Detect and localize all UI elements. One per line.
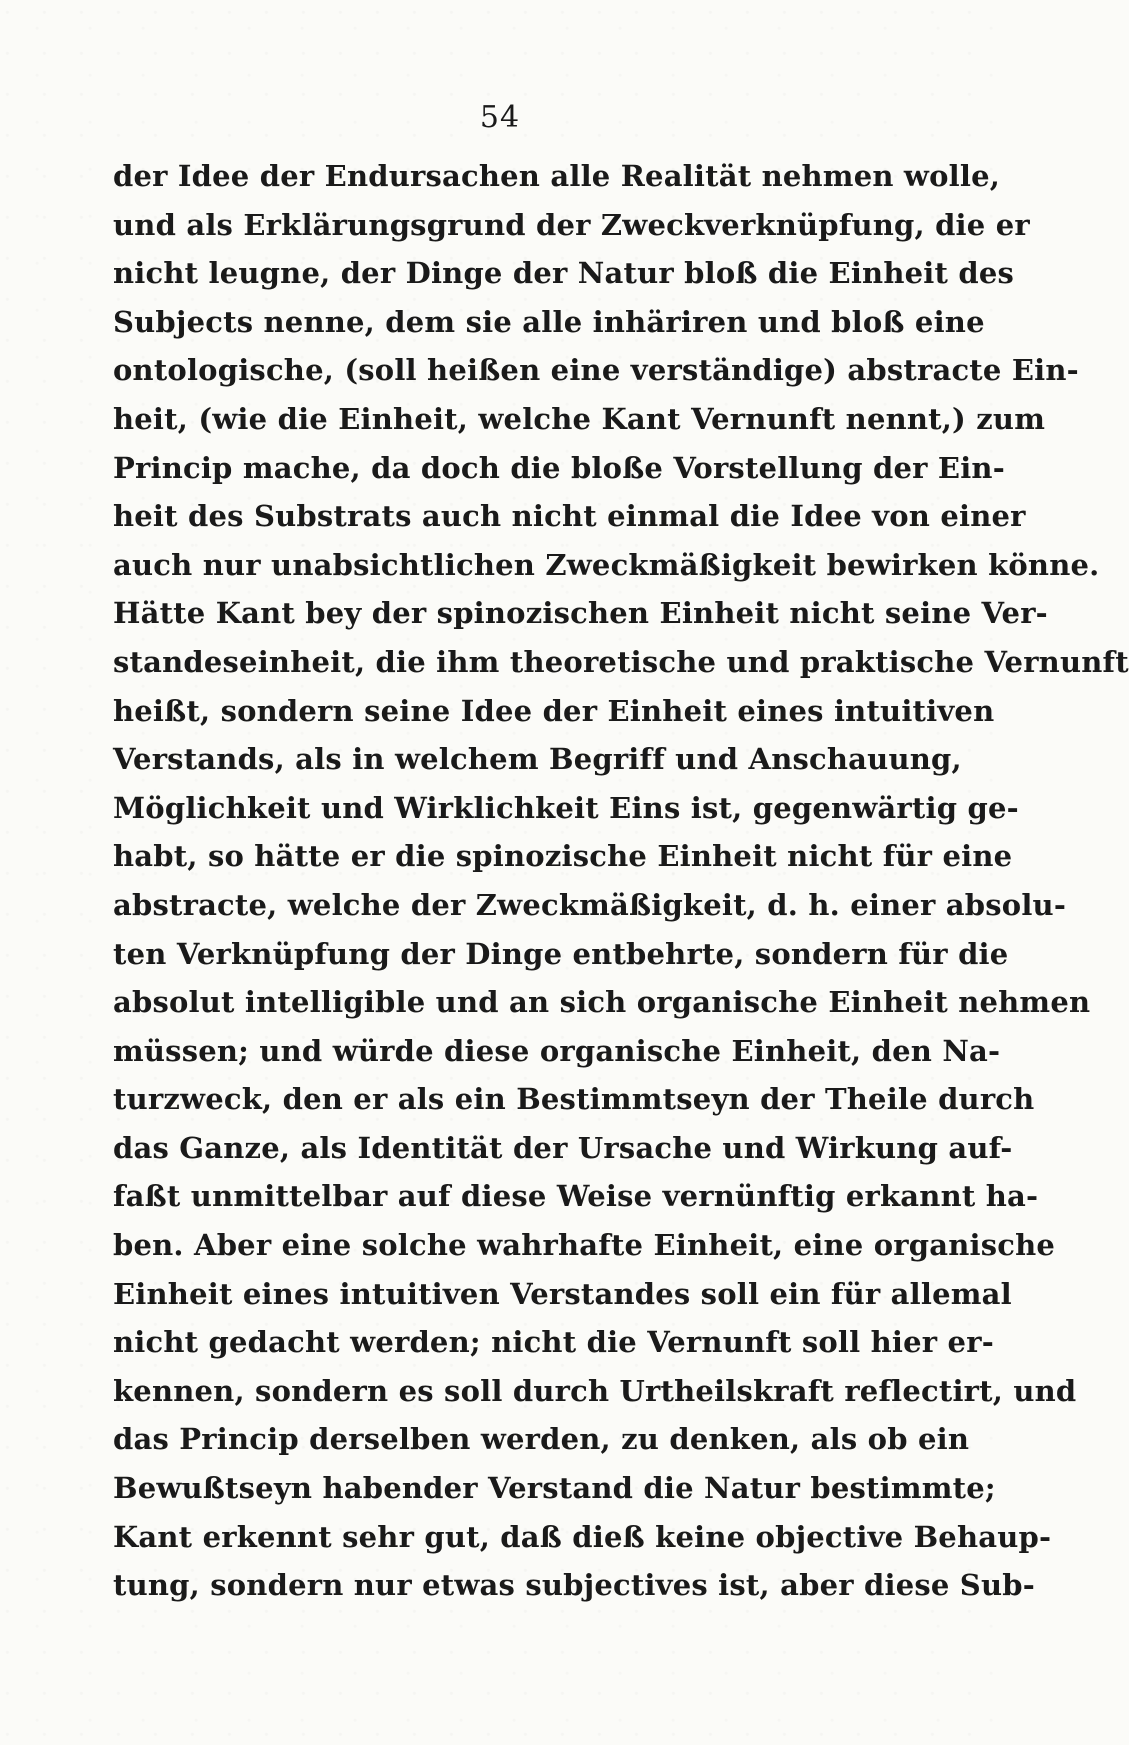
text-line: nicht gedacht werden; nicht die Vernunft soll hier er- <box>113 1325 994 1360</box>
text-line: heit, (wie die Einheit, welche Kant Vernunft nennt,) zum <box>113 401 1046 436</box>
text-line: Bewußtseyn habender Verstand die Natur bestimmte; <box>113 1471 996 1506</box>
text-line: Einheit eines intuitiven Verstandes soll ein für allemal <box>113 1276 1012 1311</box>
text-line: Hätte Kant bey der spinozischen Einheit nicht seine Ver- <box>113 596 1048 631</box>
text-line: und als Erklärungsgrund der Zweckverknüpfung, die er <box>113 207 1030 242</box>
text-line: Kant erkennt sehr gut, daß dieß keine objective Behaup- <box>113 1519 1052 1554</box>
text-line: standeseinheit, die ihm theoretische und praktische Vernunft <box>113 644 1129 679</box>
text-line: ten Verknüpfung der Dinge entbehrte, sondern für die <box>113 936 1009 971</box>
text-line: Möglichkeit und Wirklichkeit Eins ist, gegenwärtig ge- <box>113 790 1019 825</box>
text-line: tung, sondern nur etwas subjectives ist, aber diese Sub- <box>113 1568 1035 1603</box>
text-line: heißt, sondern seine Idee der Einheit eines intuitiven <box>113 693 995 728</box>
text-line: absolut intelligible und an sich organische Einheit nehmen <box>113 985 1091 1020</box>
text-line: Princip mache, da doch die bloße Vorstellung der Ein- <box>113 450 1005 485</box>
text-line: turzweck, den er als ein Bestimmtseyn der Theile durch <box>113 1082 1035 1117</box>
text-line: ontologische, (soll heißen eine verständige) abstracte Ein- <box>113 353 1079 388</box>
text-line: Subjects nenne, dem sie alle inhäriren und bloß eine <box>113 304 985 339</box>
text-line: heit des Substrats auch nicht einmal die Idee von einer <box>113 499 1026 534</box>
text-line: das Princip derselben werden, zu denken, als ob ein <box>113 1422 970 1457</box>
text-line: faßt unmittelbar auf diese Weise vernünftig erkannt ha- <box>113 1179 1039 1214</box>
text-line: der Idee der Endursachen alle Realität nehmen wolle, <box>113 159 1001 193</box>
text-line: müssen; und würde diese organische Einheit, den Na- <box>113 1033 1001 1068</box>
text-line: Verstands, als in welchem Begriff und Anschauung, <box>113 742 962 777</box>
text-line: das Ganze, als Identität der Ursache und Wirkung auf- <box>113 1130 1013 1165</box>
page-number: 54 <box>479 100 521 135</box>
text-line: kennen, sondern es soll durch Urtheilskraft reflectirt, und <box>113 1373 1077 1408</box>
text-line: habt, so hätte er die spinozische Einheit nicht für eine <box>113 839 1013 874</box>
text-line: ben. Aber eine solche wahrhafte Einheit, eine organische <box>113 1228 1056 1263</box>
text-line: abstracte, welche der Zweckmäßigkeit, d. h. einer absolu- <box>113 887 1067 922</box>
text-line: auch nur unabsichtlichen Zweckmäßigkeit bewirken könne. <box>113 547 1100 582</box>
body-text <box>113 152 1129 1610</box>
text-line: nicht leugne, der Dinge der Natur bloß die Einheit des <box>113 256 1015 291</box>
